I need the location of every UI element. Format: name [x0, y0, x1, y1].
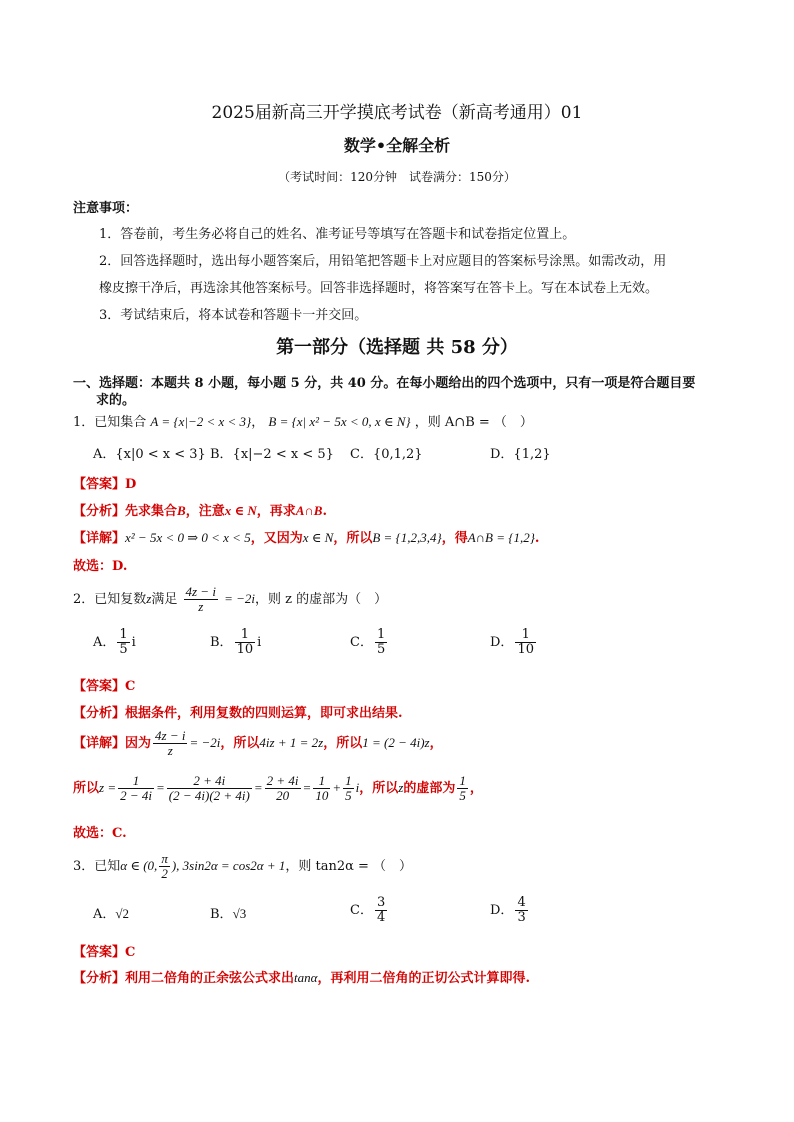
page-title: 2025届新高三开学摸底考试卷（新高考通用）01: [211, 103, 583, 123]
notice-item-3: 3．考试结束后，将本试卷和答题卡一并交回。: [99, 308, 368, 323]
q2-answer: 【答案】C: [73, 679, 136, 694]
q3-analysis: 【分析】利用二倍角的正余弦公式求出tanα，再利用二倍角的正切公式计算即得.: [73, 970, 530, 986]
q2-fraction: $\frac{4z - i}{z}$: [185, 584, 216, 614]
q1-option-a: A．{x|0 < x < 3}: [93, 447, 206, 462]
notice-item-2-cont: 橡皮擦干净后，再选涂其他答案标号。回答非选择题时，将答案写在答卡上。写在本试卷上无效。: [99, 281, 659, 296]
q2-detail-line2: 所以z = $\frac{1}{2 - 4i}$ = $\frac{2 + 4i}{(2 - 4i)(2 + 4i)}$ = $\frac{2 + 4i}{20}$ = $\frac{1}{10}$ + $\frac{1}{5}$ i，所以z的虚部为 $\frac{1}{5}$ ，: [73, 773, 483, 803]
q3-option-a: A．√2: [93, 906, 130, 922]
q1-option-b: B．{x|−2 < x < 5}: [210, 447, 334, 462]
q2-option-c: C． $\frac{1}{5}$: [350, 627, 386, 657]
q2-option-b: B． $\frac{1}{10}$ i: [210, 627, 262, 657]
q1-option-c: C．{0,1,2}: [350, 447, 423, 462]
section-title: 第一部分（选择题 共 58 分）: [276, 337, 518, 358]
q2-option-d: D． $\frac{1}{10}$: [490, 627, 534, 657]
q1-answer: 【答案】D: [73, 477, 137, 492]
q1-option-d: D．{1,2}: [490, 447, 551, 462]
q2-analysis: 【分析】根据条件，利用复数的四则运算，即可求出结果.: [73, 706, 403, 721]
q1-choose: 故选：D.: [73, 559, 128, 574]
notice-item-2: 2．回答选择题时，选出每小题答案后，用铅笔把答题卡上对应题目的答案标号涂黑。如需改动，用: [99, 254, 667, 269]
page-subtitle: 数学•全解全析: [343, 136, 451, 155]
q3-option-b: B．√3: [210, 906, 247, 922]
section-instruction: 一、选择题：本题共 8 小题，每小题 5 分，共 40 分。在每小题给出的四个选项中，只有一项是符合题目要: [73, 376, 696, 391]
section-instruction-cont: 求的。: [96, 393, 136, 408]
q2-option-a: A． $\frac{1}{5}$ i: [93, 627, 136, 657]
question-3-stem: 3．已知α ∈ (0, $\frac{\pi}{2}$ ), 3sin2α = cos2α + 1，则 tan2α = （ ）: [73, 851, 413, 881]
q2-choose: 故选：C.: [73, 826, 127, 841]
notice-heading: 注意事项：: [73, 201, 139, 216]
q3-option-c: C． $\frac{3}{4}$: [350, 895, 386, 925]
q2-detail: 【详解】因为 $\frac{4z - i}{z}$ = −2i，所以4iz + 1 = 2z，所以1 = (2 − 4i)z，: [73, 728, 443, 758]
exam-info: （考试时间：120分钟 试卷满分：150分）: [278, 170, 516, 184]
q1-detail: 【详解】x² − 5x < 0 ⇒ 0 < x < 5，又因为x ∈ N，所以B = {1,2,3,4}，得A∩B = {1,2}.: [73, 530, 540, 546]
q3-answer: 【答案】C: [73, 945, 136, 960]
question-1-stem: 1．已知集合 A = {x|−2 < x < 3}， B = {x| x² − 5x < 0, x ∈ N} ，则 A∩B = （ ）: [73, 414, 533, 430]
q3-option-d: D． $\frac{4}{3}$: [490, 895, 526, 925]
notice-item-1: 1．答卷前，考生务必将自己的姓名、准考证号等填写在答题卡和试卷指定位置上。: [99, 227, 576, 242]
question-2-stem: 2．已知复数z满足 $\frac{4z - i}{z}$ = −2i，则 z 的虚部为（ ）: [73, 584, 388, 614]
q1-analysis: 【分析】先求集合B，注意x ∈ N，再求A∩B.: [73, 503, 327, 519]
